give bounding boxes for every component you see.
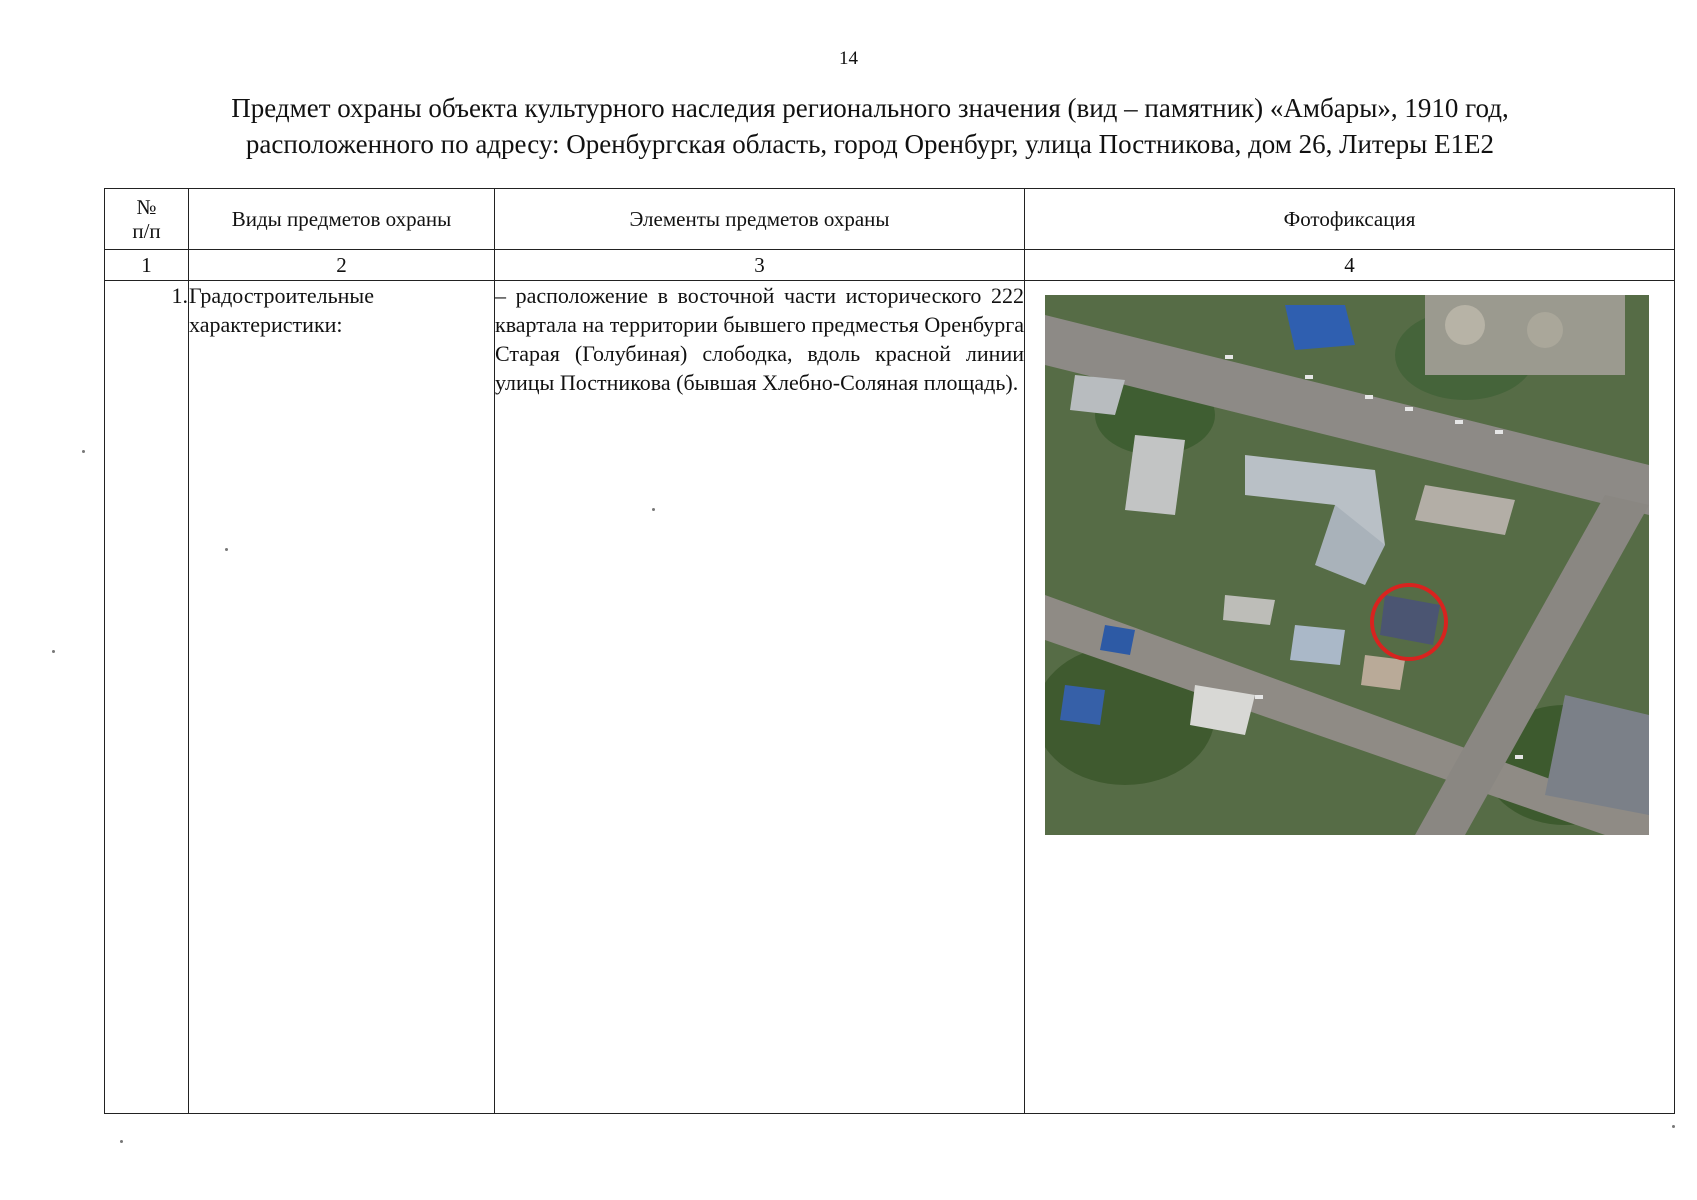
column-number-4: 4	[1025, 250, 1675, 281]
row-protection-type-line-1: Градостроительные	[189, 283, 374, 308]
row-protection-type-line-2: характеристики:	[189, 312, 343, 337]
column-number-1: 1	[105, 250, 189, 281]
header-number-pp: п/п	[132, 219, 161, 243]
header-row	[105, 189, 1675, 250]
header-number	[105, 189, 189, 250]
header-photo-fixation: Фотофиксация	[1025, 189, 1675, 250]
protection-subject-table	[104, 188, 1675, 1114]
table-row	[105, 281, 1675, 1114]
aerial-satellite-photo	[1045, 295, 1649, 835]
header-number-sign: №	[136, 195, 157, 219]
row-photo-cell	[1025, 281, 1675, 1114]
row-number: 1.	[105, 281, 189, 1114]
column-number-3: 3	[495, 250, 1025, 281]
header-protection-types: Виды предметов охраны	[189, 189, 495, 250]
document-title	[150, 90, 1590, 162]
column-number-2: 2	[189, 250, 495, 281]
page-number: 14	[839, 48, 858, 69]
row-protection-type	[189, 281, 495, 1114]
header-protection-elements: Элементы предметов охраны	[495, 189, 1025, 250]
title-line-2: расположенного по адресу: Оренбургская область, город Оренбург, улица Постникова, дом 26, Литеры Е1Е2	[245, 129, 1495, 159]
row-protection-elements: – расположение в восточной части исторического 222 квартала на территории бывшего предместья Оренбурга Старая (Голубиная) слободка, вдоль красной линии улицы Постникова (бывшая Хлебно-Соляная площадь).	[495, 281, 1025, 1114]
column-number-row	[105, 250, 1675, 281]
title-line-1: Предмет охраны объекта культурного наследия регионального значения (вид – памятник) «Амбары», 1910 год,	[231, 93, 1509, 123]
